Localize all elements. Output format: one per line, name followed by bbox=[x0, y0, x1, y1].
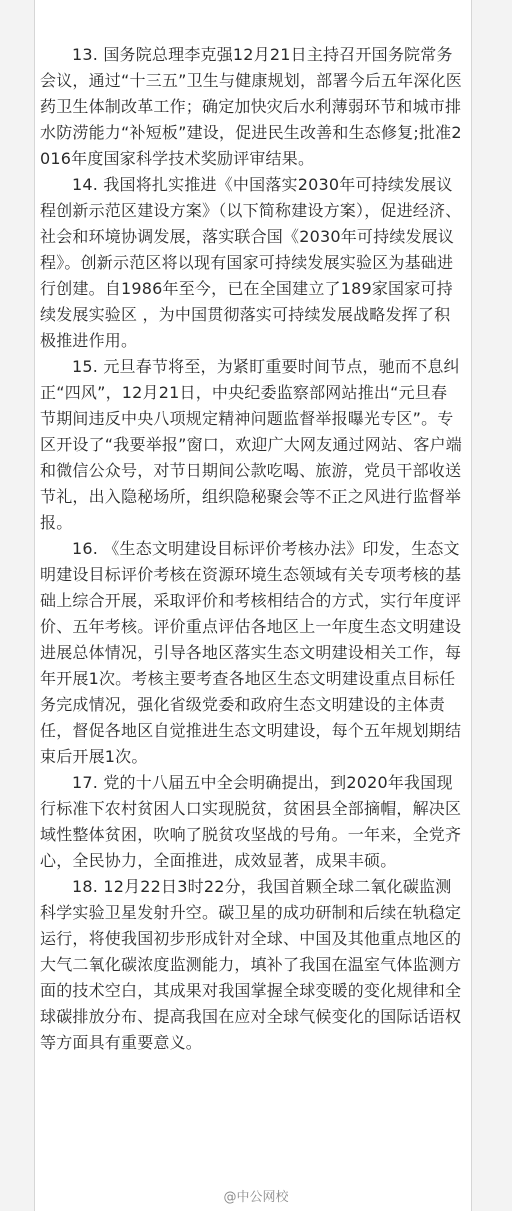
watermark: @中公网校 bbox=[223, 1190, 289, 1205]
news-item-18: 18. 12月22日3时22分，我国首颗全球二氧化碳监测科学实验卫星发射升空。碳卫星的成功研制和后续在轨稳定运行，将使我国初步形成针对全球、中国及其他重点地区的大气二氧化碳浓度监测能力，填补了我国在温室气体监测方面的技术空白，其成果对我国掌握全球变暖的变化规律和全球碳排放分布、提高我国在应对全球气候变化的国际话语权等方面具有重要意义。 bbox=[40, 877, 462, 1052]
news-item-14: 14. 我国将扎实推进《中国落实2030年可持续发展议程创新示范区建设方案》（以下简称建设方案），促进经济、社会和环境协调发展，落实联合国《2030年可持续发展议程》。创新示范区将以现有国家可持续发展实验区为基础进行创建。自1986年至今，已在全国建立了189家国家可持续发展实验区 ，为中国贯彻落实可持续发展战略发挥了积极推进作用。 bbox=[40, 175, 462, 350]
news-item-15: 15. 元旦春节将至，为紧盯重要时间节点，驰而不息纠正“四风”，12月21日，中央纪委监察部网站推出“元旦春节期间违反中央八项规定精神问题监督举报曝光专区”。专区开设了“我要举报”窗口，欢迎广大网友通过网站、客户端和微信公众号，对节日期间公款吃喝、旅游，党员干部收送节礼，出入隐秘场所，组织隐秘聚会等不正之风进行监督举报。 bbox=[40, 357, 462, 532]
news-item-13: 13. 国务院总理李克强12月21日主持召开国务院常务会议，通过“十三五”卫生与健康规划，部署今后五年深化医药卫生体制改革工作；确定加快灾后水利薄弱环节和城市排水防涝能力“补短板”建设，促进民生改善和生态修复;批准2016年度国家科学技术奖励评审结果。 bbox=[40, 45, 462, 168]
article-body bbox=[40, 42, 462, 1056]
news-item-17: 17. 党的十八届五中全会明确提出，到2020年我国现行标准下农村贫困人口实现脱贫，贫困县全部摘帽，解决区域性整体贫困，吹响了脱贫攻坚战的号角。一年来，全党齐心，全民协力，全面推进，成效显著，成果丰硕。 bbox=[40, 773, 462, 870]
news-item-16: 16. 《生态文明建设目标评价考核办法》印发，生态文明建设目标评价考核在资源环境生态领域有关专项考核的基础上综合开展，采取评价和考核相结合的方式，实行年度评价、五年考核。评价重点评估各地区上一年度生态文明建设进展总体情况，引导各地区落实生态文明建设相关工作，每年开展1次。考核主要考查各地区生态文明建设重点目标任务完成情况，强化省级党委和政府生态文明建设的主体责任，督促各地区自觉推进生态文明建设，每个五年规划期结束后开展1次。 bbox=[40, 539, 462, 766]
